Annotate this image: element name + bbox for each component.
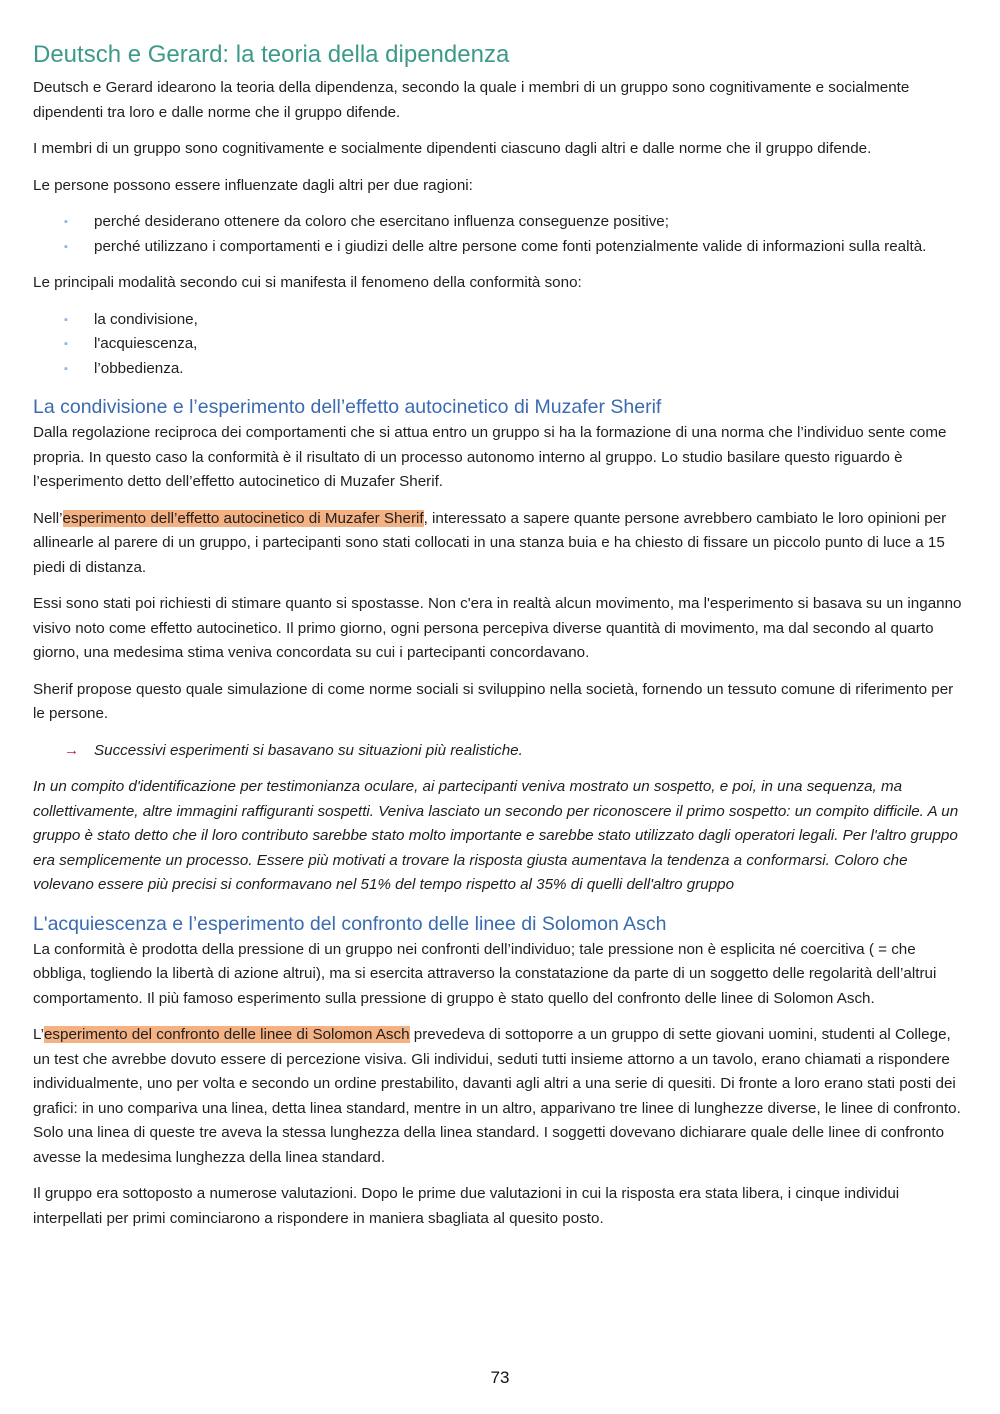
paragraph: Essi sono stati poi richiesti di stimare quanto si spostasse. Non c'era in realtà alcun movimento, ma l'esperimento si basava su un inganno visivo noto come effetto autocinetico. Il primo giorno, ogni persona percepiva diverse quantità di movimento, ma dal secondo al quarto giorno, una medesima stima veniva concordata su cui i partecipanti concordavano. <box>33 595 962 661</box>
paragraph: Dalla regolazione reciproca dei comportamenti che si attua entro un gruppo si ha la formazione di una norma che l’individuo sente come propria. In questo caso la conformità è il risultato di un processo autonomo interno al gruppo. Lo studio basilare questo riguardo è l’esperimento detto dell’effetto autocinetico di Muzafer Sherif. <box>33 424 947 490</box>
bullet-list <box>33 210 968 259</box>
subsection-heading: L'acquiescenza e l’esperimento del confronto delle linee di Solomon Asch <box>33 912 667 935</box>
bullet-list <box>33 308 968 382</box>
section-heading: Deutsch e Gerard: la teoria della dipendenza <box>33 41 510 68</box>
list-item: ▪ la condivisione, <box>33 308 968 333</box>
paragraph: Deutsch e Gerard idearono la teoria della dipendenza, secondo la quale i membri di un gruppo sono cognitivamente e socialmente dipendenti tra loro e dalle norme che il gruppo difende. <box>33 79 910 121</box>
arrow-note: → Successivi esperimenti si basavano su situazioni più realistiche. <box>33 739 968 764</box>
list-item: ▪ perché utilizzano i comportamenti e i giudizi delle altre persone come fonti potenzialmente valide di informazioni sulla realtà. <box>33 235 968 260</box>
page-number: 73 <box>490 1368 510 1387</box>
paragraph: L’esperimento del confronto delle linee di Solomon Asch prevedeva di sottoporre a un gruppo di sette giovani uomini, studenti al College, un test che avrebbe dovuto essere di percezione visiva. Gli individui, seduti tutti insieme attorno a un tavolo, erano chiamati a rispondere individualmente, uno per volta e secondo un ordine prestabilito, davanti agli altri a una serie di quesiti. Di fronte a loro erano stati posti dei grafici: in uno compariva una linea, detta linea standard, mentre in un altro, apparivano tre linee di lunghezze diverse, le linee di confronto. Solo una linea di queste tre aveva la stessa lunghezza della linea standard. I soggetti dovevano dichiarare quale delle linee di confronto avesse la medesima lunghezza della linea standard. <box>33 1026 961 1166</box>
subsection-heading: La condivisione e l’esperimento dell’effetto autocinetico di Muzafer Sherif <box>33 396 662 418</box>
paragraph: Le principali modalità secondo cui si manifesta il fenomeno della conformità sono: <box>33 274 582 291</box>
paragraph: I membri di un gruppo sono cognitivamente e socialmente dipendenti ciascuno dagli altri e dalle norme che il gruppo difende. <box>33 140 872 157</box>
list-item: ▪ perché desiderano ottenere da coloro che esercitano influenza conseguenze positive; <box>33 210 968 235</box>
paragraph: Sherif propose questo quale simulazione di come norme sociali si sviluppino nella società, fornendo un tessuto comune di riferimento per le persone. <box>33 680 954 722</box>
italic-paragraph: In un compito d'identificazione per testimonianza oculare, ai partecipanti veniva mostrato un sospetto, e poi, in una sequenza, ma collettivamente, altre immagini raffiguranti sospetti. Veniva lasciato un secondo per riconoscere il primo sospetto: un compito difficile. A un gruppo è stato detto che il loro contributo sarebbe stato molto importante e sarebbe stato utilizzato dagli operatori legali. Per l'altro gruppo era semplicemente un processo. Essere più motivati a trovare la risposta giusta aumentava la tendenza a conformarsi. Coloro che volevano essere più precisi si conformavano nel 51% del tempo rispetto al 35% di quelli dell'altro gruppo <box>33 778 959 893</box>
paragraph: Le persone possono essere influenzate dagli altri per due ragioni: <box>33 176 473 194</box>
highlighted-text: esperimento dell’effetto autocinetico di Muzafer Sherif <box>62 509 424 527</box>
paragraph: Nell’esperimento dell’effetto autocinetico di Muzafer Sherif, interessato a sapere quante persone avrebbero cambiato le loro opinioni per allinearle al parere di un gruppo, i partecipanti sono stati collocati in una stanza buia e ha chiesto di fissare un piccolo punto di luce a 15 piedi di distanza. <box>33 509 947 576</box>
square-bullet-icon: ▪ <box>64 240 68 253</box>
paragraph: Il gruppo era sottoposto a numerose valutazioni. Dopo le prime due valutazioni in cui la risposta era stata libera, i cinque individui interpellati per primi cominciarono a rispondere in maniera sbagliata al quesito posto. <box>33 1185 900 1227</box>
list-item: ▪ l’obbedienza. <box>33 357 968 382</box>
highlighted-text: esperimento del confronto delle linee di Solomon Asch <box>43 1026 410 1043</box>
document-page <box>33 38 968 1243</box>
square-bullet-icon: ▪ <box>64 216 68 228</box>
square-bullet-icon: ▪ <box>64 362 68 375</box>
square-bullet-icon: ▪ <box>64 313 68 326</box>
right-arrow-icon: → <box>64 741 80 759</box>
paragraph: La conformità è prodotta della pressione di un gruppo nei confronti dell’individuo; tale pressione non è esplicita né coercitiva ( = che obbliga, togliendo la libertà di azione altrui), ma si esercita attraverso la constatazione da parte di un soggetto delle regolarità dell’altrui comportamento. Il più famoso esperimento sulla pressione di gruppo è stato quello del confronto delle linee di Solomon Asch. <box>33 940 937 1007</box>
list-item: ▪ l'acquiescenza, <box>33 332 968 357</box>
square-bullet-icon: ▪ <box>64 338 68 350</box>
